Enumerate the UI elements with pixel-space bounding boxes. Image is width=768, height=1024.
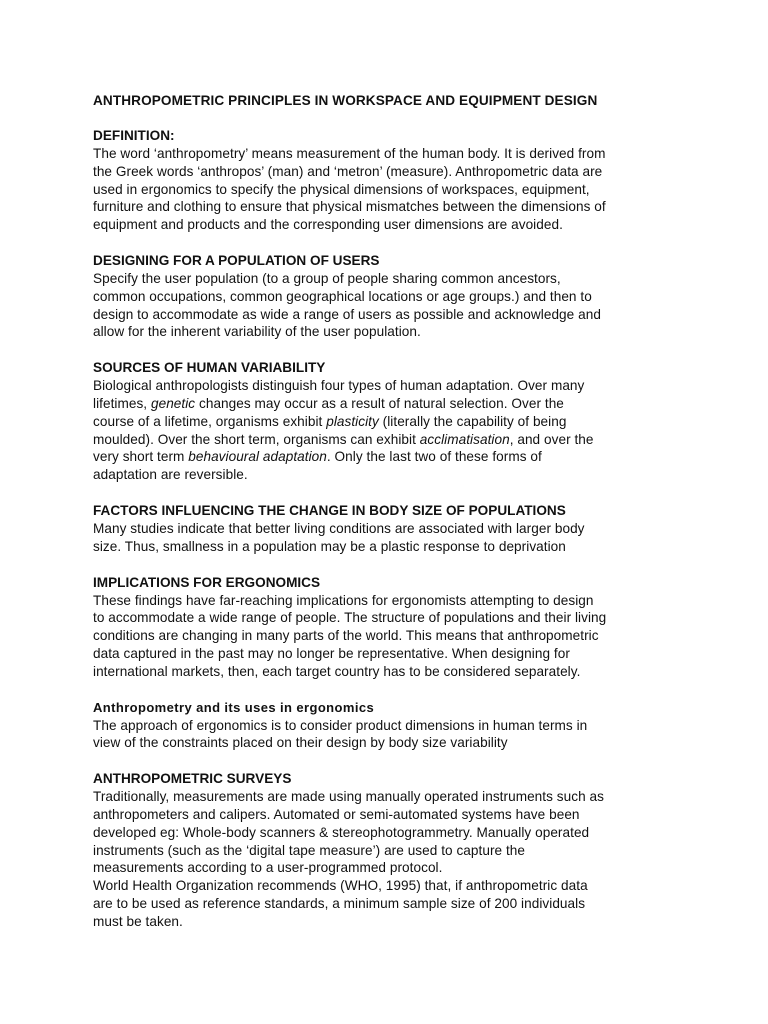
text-line: measurements according to a user-programmed protocol. xyxy=(93,860,443,876)
text-line: size. Thus, smallness in a population may be a plastic response to deprivation xyxy=(93,538,566,554)
section-uses xyxy=(93,699,693,753)
text-line: Specify the user population (to a group of people sharing common ancestors, xyxy=(93,270,561,286)
section-text-factors xyxy=(93,520,693,556)
text-run: lifetimes, xyxy=(93,395,151,411)
section-heading-variability: SOURCES OF HUMAN VARIABILITY xyxy=(93,360,326,376)
text-line: developed eg: Whole-body scanners & stereophotogrammetry. Manually operated xyxy=(93,824,590,840)
text-line: The word ‘anthropometry’ means measurement of the human body. It is derived from xyxy=(93,146,606,161)
text-line: World Health Organization recommends (WHO, 1995) that, if anthropometric data xyxy=(93,878,588,894)
document-body xyxy=(93,92,693,949)
section-heading-definition: DEFINITION: xyxy=(93,128,175,143)
section-surveys xyxy=(93,770,693,930)
emphasis-plasticity: plasticity xyxy=(326,413,379,429)
section-definition xyxy=(93,127,693,234)
text-run: , and over the xyxy=(509,431,594,447)
text-line: used in ergonomics to specify the physical dimensions of workspaces, equipment, xyxy=(93,181,590,197)
text-line: adaptation are reversible. xyxy=(93,467,248,483)
section-text-population xyxy=(93,270,693,341)
text-line: common occupations, common geographical locations or age groups.) and then to xyxy=(93,288,592,304)
text-line: Many studies indicate that better living conditions are associated with larger body xyxy=(93,520,585,536)
text-line: view of the constraints placed on their design by body size variability xyxy=(93,735,508,751)
emphasis-genetic: genetic xyxy=(150,395,196,411)
text-line: Traditionally, measurements are made using manually operated instruments such as xyxy=(93,789,604,805)
section-heading-surveys: ANTHROPOMETRIC SURVEYS xyxy=(93,771,292,787)
text-run: (literally the capability of being xyxy=(378,413,567,429)
text-line: equipment and products and the corresponding user dimensions are avoided. xyxy=(93,217,563,233)
emphasis-behavioural-adaptation: behavioural adaptation xyxy=(188,449,327,465)
text-line: design to accommodate as wide a range of users as possible and acknowledge and xyxy=(93,306,601,322)
text-line: furniture and clothing to ensure that physical mismatches between the dimensions of xyxy=(93,199,606,215)
text-line: international markets, then, each target country has to be considered separately. xyxy=(93,663,581,679)
section-variability xyxy=(93,359,693,484)
text-line: allow for the inherent variability of the user population. xyxy=(93,324,421,340)
document-title: ANTHROPOMETRIC PRINCIPLES IN WORKSPACE AND EQUIPMENT DESIGN xyxy=(93,93,598,108)
emphasis-acclimatisation: acclimatisation xyxy=(419,431,510,447)
section-text-surveys xyxy=(93,788,693,930)
text-line: These findings have far-reaching implications for ergonomists attempting to design xyxy=(93,592,594,608)
section-heading-factors: FACTORS INFLUENCING THE CHANGE IN BODY SIZE OF POPULATIONS xyxy=(93,502,566,518)
section-text-implications xyxy=(93,592,693,681)
text-line xyxy=(93,413,693,431)
section-text-variability xyxy=(93,377,693,484)
text-line xyxy=(93,448,693,466)
section-heading-implications: IMPLICATIONS FOR ERGONOMICS xyxy=(93,574,321,590)
text-line: Biological anthropologists distinguish four types of human adaptation. Over many xyxy=(93,378,585,394)
section-factors xyxy=(93,502,693,556)
text-line: instruments (such as the ‘digital tape measure’) are used to capture the xyxy=(93,842,526,858)
text-line: are to be used as reference standards, a minimum sample size of 200 individuals xyxy=(93,895,586,911)
text-run: moulded). Over the short term, organisms can exhibit xyxy=(93,431,420,447)
section-text-uses xyxy=(93,717,693,753)
text-line: must be taken. xyxy=(93,913,183,929)
text-line xyxy=(93,431,693,449)
text-line: anthropometers and calipers. Automated or semi-automated systems have been xyxy=(93,806,580,822)
text-run: very short term xyxy=(93,449,189,465)
section-implications xyxy=(93,574,693,681)
text-run: course of a lifetime, organisms exhibit xyxy=(93,413,327,429)
section-heading-uses: Anthropometry and its uses in ergonomics xyxy=(93,699,375,715)
text-line: conditions are changing in many parts of the world. This means that anthropometric xyxy=(93,628,599,644)
section-text-definition xyxy=(93,145,693,234)
text-line: to accommodate a wide range of people. The structure of populations and their living xyxy=(93,610,607,626)
text-line xyxy=(93,395,693,413)
text-run: . Only the last two of these forms of xyxy=(326,449,542,465)
text-line: the Greek words ‘anthropos’ (man) and ‘metron’ (measure). Anthropometric data are xyxy=(93,163,603,179)
section-population xyxy=(93,252,693,341)
section-heading-population: DESIGNING FOR A POPULATION OF USERS xyxy=(93,252,380,268)
text-line: The approach of ergonomics is to consider product dimensions in human terms in xyxy=(93,717,588,733)
text-run: changes may occur as a result of natural selection. Over the xyxy=(195,395,564,411)
text-line: data captured in the past may no longer be representative. When designing for xyxy=(93,645,570,661)
